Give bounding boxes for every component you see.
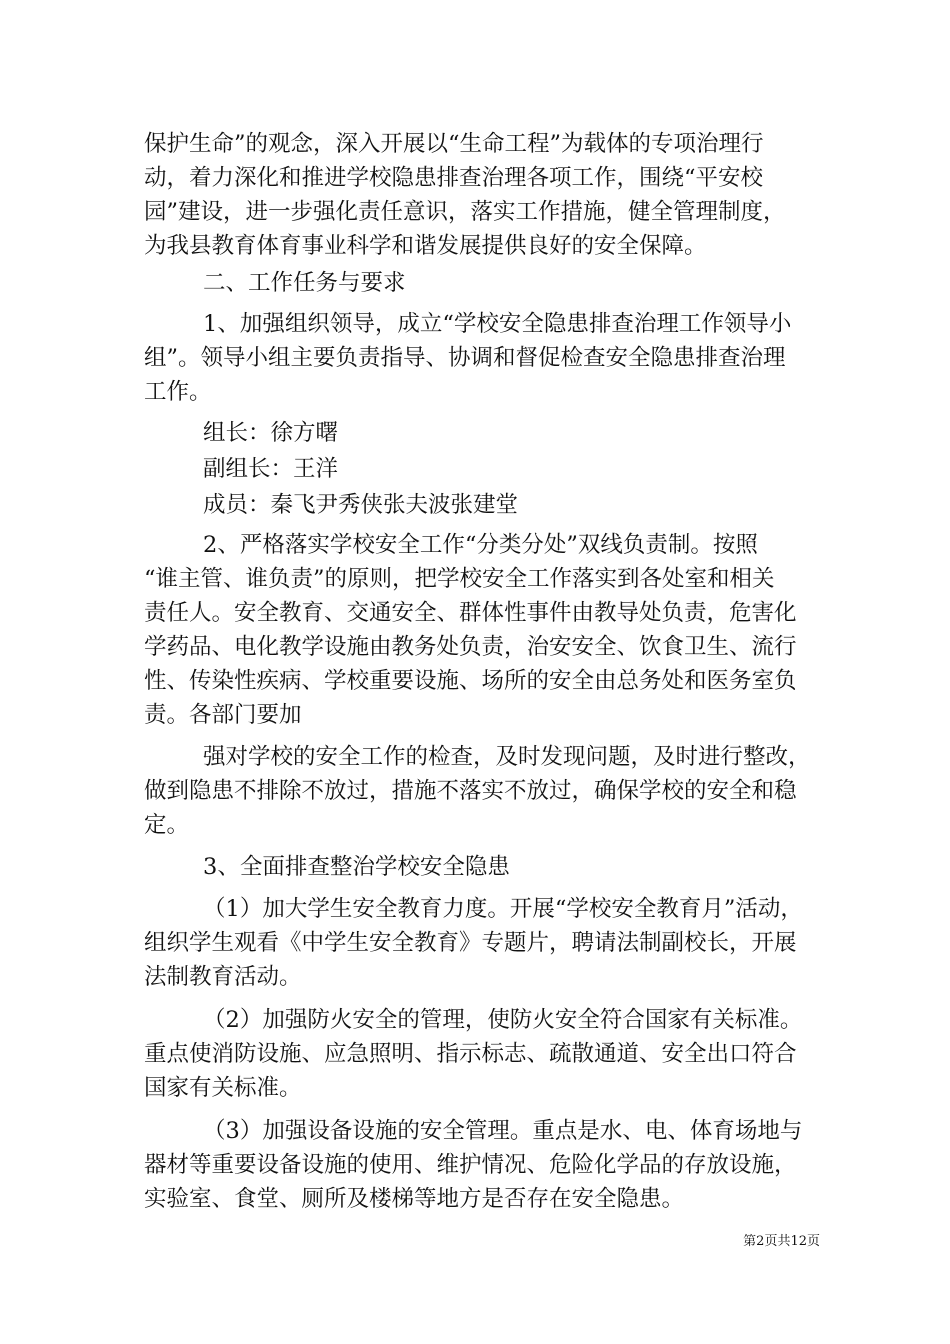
body-line: 2、严格落实学校安全工作“分类分处”双线负责制。按照 (203, 532, 758, 558)
body-line: （2）加强防火安全的管理，使防火安全符合国家有关标准。 (203, 1007, 803, 1033)
body-line: 组”。领导小组主要负责指导、协调和督促检查安全隐患排查治理 (144, 345, 786, 371)
section-heading: 3、全面排查整治学校安全隐患 (203, 854, 510, 880)
body-line: 性、传染性疾病、学校重要设施、场所的安全由总务处和医务室负 (144, 668, 797, 694)
page-number-footer: 第2页共12页 (743, 1234, 820, 1249)
body-line: 工作。 (144, 379, 212, 405)
body-line: “谁主管、谁负责”的原则，把学校安全工作落实到各处室和相关 (144, 566, 775, 592)
deputy-leader-line: 副组长：王洋 (203, 456, 339, 482)
section-heading: 二、工作任务与要求 (203, 270, 406, 296)
body-line: 强对学校的安全工作的检查，及时发现问题，及时进行整改， (203, 744, 811, 770)
body-line: 国家有关标准。 (144, 1075, 302, 1101)
body-line: 园”建设，进一步强化责任意识，落实工作措施，健全管理制度， (144, 199, 786, 225)
members-line: 成员：秦飞尹秀侠张夫波张建堂 (203, 492, 519, 518)
body-line: 重点使消防设施、应急照明、指示标志、疏散通道、安全出口符合 (144, 1041, 797, 1067)
body-line: 定。 (144, 812, 190, 838)
body-line: 法制教育活动。 (144, 964, 302, 990)
leader-line: 组长：徐方曙 (203, 420, 339, 446)
body-line: 动，着力深化和推进学校隐患排查治理各项工作，围绕“平安校 (144, 165, 764, 191)
body-line: 责任人。安全教育、交通安全、群体性事件由教导处负责，危害化 (144, 600, 797, 626)
body-line: 1、加强组织领导，成立“学校安全隐患排查治理工作领导小 (203, 311, 792, 337)
body-line: 做到隐患不排除不放过，措施不落实不放过，确保学校的安全和稳 (144, 778, 797, 804)
body-line: 责。各部门要加 (144, 702, 302, 728)
body-line: 学药品、电化教学设施由教务处负责，治安安全、饮食卫生、流行 (144, 634, 797, 660)
body-line: 组织学生观看《中学生安全教育》专题片，聘请法制副校长，开展 (144, 930, 797, 956)
body-line: （3）加强设备设施的安全管理。重点是水、电、体育场地与 (203, 1118, 803, 1144)
body-line: 实验室、食堂、厕所及楼梯等地方是否存在安全隐患。 (144, 1186, 685, 1212)
body-line: （1）加大学生安全教育力度。开展“学校安全教育月”活动， (203, 896, 803, 922)
body-line: 器材等重要设备设施的使用、维护情况、危险化学品的存放设施， (144, 1152, 797, 1178)
body-line: 为我县教育体育事业科学和谐发展提供良好的安全保障。 (144, 233, 707, 259)
body-line: 保护生命”的观念，深入开展以“生命工程”为载体的专项治理行 (144, 131, 764, 157)
